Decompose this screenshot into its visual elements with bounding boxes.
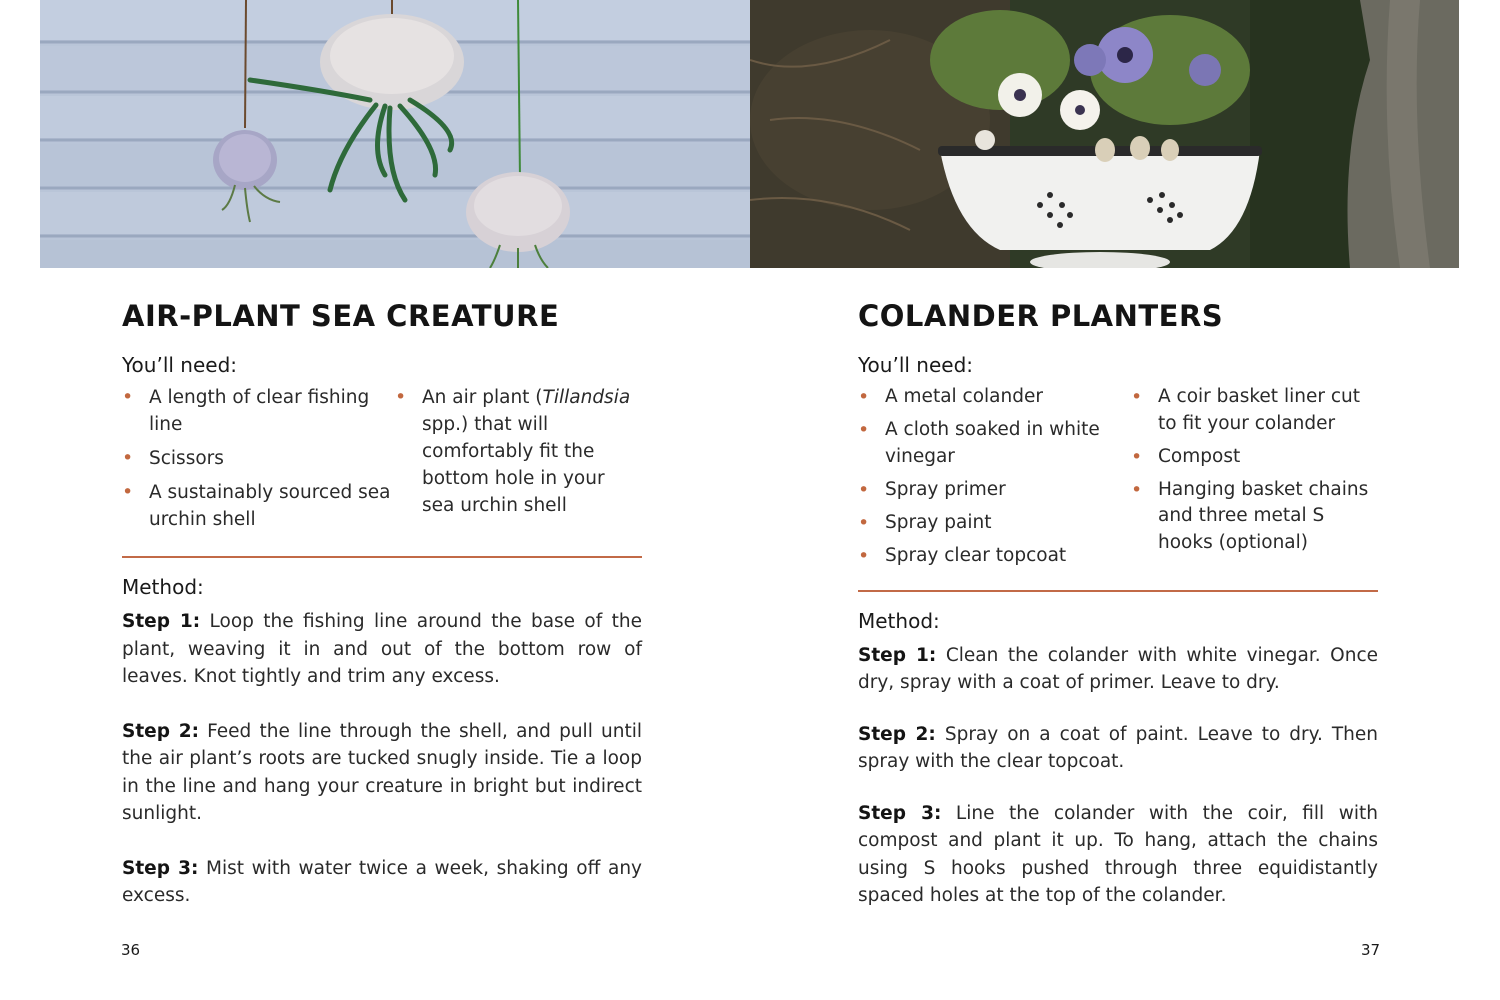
step-label: Step 3:: [858, 802, 942, 824]
right-step-1: [858, 642, 1378, 697]
left-step-2: [122, 718, 642, 828]
left-needs-heading: You’ll need:: [122, 353, 238, 377]
list-item: • A sustainably sourced sea urchin shell: [122, 479, 395, 533]
right-page: [858, 296, 1378, 910]
right-method-heading: Method:: [858, 608, 940, 633]
list-item: • A metal colander: [858, 384, 1131, 411]
left-page: [122, 296, 642, 910]
left-needs-list-1: [122, 384, 395, 540]
list-item: • A coir basket liner cut to fit your colander: [1131, 384, 1378, 437]
right-step-2: [858, 721, 1378, 776]
right-needs-heading: You’ll need:: [858, 353, 974, 377]
list-item: • Spray clear topcoat: [858, 543, 1131, 570]
left-page-title: AIR-PLANT SEA CREATURE: [122, 299, 560, 333]
step-text: Mist with water twice a week, shaking off any excess.: [122, 857, 642, 906]
step-text: Spray on a coat of paint. Leave to dry. Then spray with the clear topcoat.: [858, 723, 1378, 772]
right-needs-list-1: [858, 384, 1131, 576]
step-text: Line the colander with the coir, fill with compost and plant it up. To hang, attach the chains using S hooks pushed through three equidistantly spaced holes at the top of the colander.: [858, 802, 1378, 906]
right-needs-list-2: [1131, 384, 1378, 576]
list-item: • A length of clear fishing line: [122, 384, 395, 438]
list-item-italic: Tillandsia: [542, 387, 631, 408]
right-step-3: [858, 800, 1378, 910]
step-label: Step 2:: [122, 720, 199, 742]
left-step-3: [122, 855, 642, 910]
photo-colander-planter: [750, 0, 1459, 268]
list-item: • Hanging basket chains and three metal S hooks (optional): [1131, 477, 1378, 557]
step-label: Step 1:: [122, 611, 201, 632]
divider-rule: [858, 590, 1378, 592]
step-text: Feed the line through the shell, and pull until the air plant’s roots are tucked snugly inside. Tie a loop in the line and hang your creature in bright but indirect sunlight.: [122, 720, 643, 824]
step-text: Clean the colander with white vinegar. Once dry, spray with a coat of primer. Leave to dry.: [858, 644, 1379, 693]
list-item: • Spray primer: [858, 477, 1131, 504]
left-needs-list-2: [395, 384, 642, 540]
page-number-left: 36: [121, 941, 141, 959]
right-needs-lists: [858, 384, 1378, 576]
step-text: Loop the fishing line around the base of the plant, weaving it in and out of the bottom row of leaves. Knot tightly and trim any excess.: [122, 611, 642, 687]
right-page-title: COLANDER PLANTERS: [858, 299, 1224, 333]
step-label: Step 1:: [858, 644, 937, 666]
list-item: • A cloth soaked in white vinegar: [858, 417, 1131, 470]
divider-rule: [122, 556, 642, 558]
left-step-1: [122, 608, 642, 691]
list-item-text: An air plant (: [422, 387, 543, 408]
left-needs-lists: [122, 384, 642, 540]
left-method-heading: Method:: [122, 575, 204, 599]
list-item: • Compost: [1131, 444, 1378, 471]
step-label: Step 2:: [858, 723, 936, 745]
list-item: [395, 384, 642, 519]
photo-air-plant-sea-creatures: [40, 0, 750, 268]
list-item: • Spray paint: [858, 510, 1131, 537]
list-item-text: spp.) that will comfortably fit the bottom hole in your sea urchin shell: [422, 414, 605, 516]
step-label: Step 3:: [122, 857, 199, 879]
list-item: • Scissors: [122, 445, 395, 472]
page-number-right: 37: [1361, 941, 1381, 959]
